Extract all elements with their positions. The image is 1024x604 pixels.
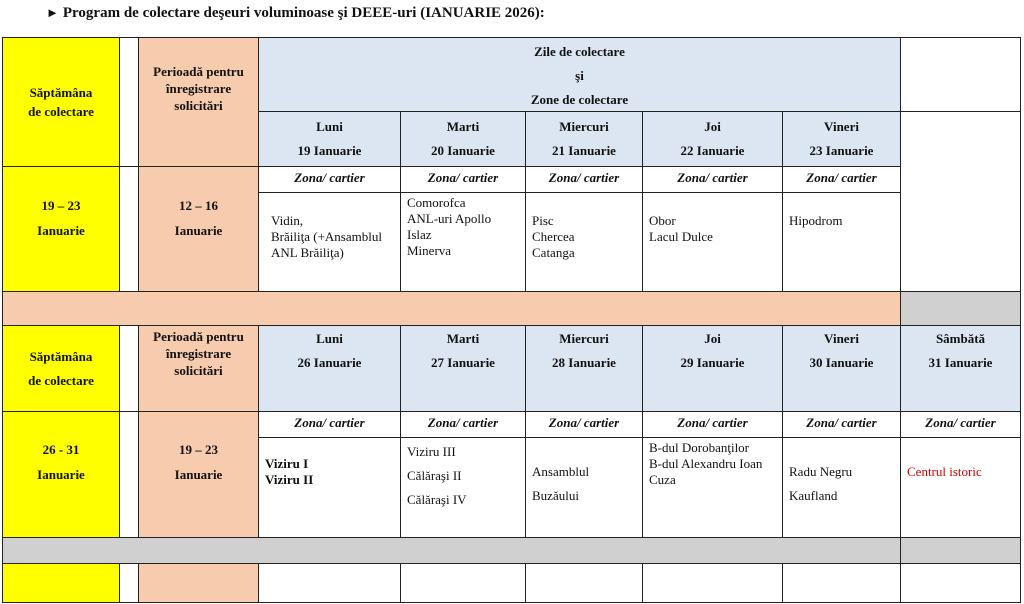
day-header-marti: [400, 325, 526, 412]
day-name: Miercuri: [559, 331, 609, 346]
day-name: Miercuri: [559, 119, 609, 134]
period-label-line2: înregistrare: [165, 346, 232, 361]
day-date: 26 Ianuarie: [297, 355, 362, 370]
zone-item: Brăiliţa (+Ansamblul: [271, 229, 382, 244]
day-header-miercuri: [525, 111, 643, 167]
zona-header: Zona/ cartier: [642, 411, 783, 438]
day-header-vineri: [782, 325, 901, 412]
zone-list-joi: [642, 192, 783, 292]
week-label-line1: Săptămâna: [29, 348, 93, 364]
period-dates-line1: 12 – 16: [179, 198, 218, 213]
zona-header: Zona/ cartier: [400, 411, 526, 438]
empty-row-cell: [138, 563, 259, 603]
zone-item: Pisc: [532, 213, 554, 228]
day-date: 21 Ianuarie: [552, 143, 616, 158]
day-name: Luni: [316, 331, 343, 346]
period-label-line3: solicitări: [174, 98, 223, 113]
day-header-luni: [258, 325, 401, 412]
zone-item: B-dul Dorobanţilor: [649, 440, 750, 455]
empty-row-cell: [258, 563, 401, 603]
zona-header: Zona/ cartier: [900, 411, 1021, 438]
zone-item: ANL-uri Apollo: [407, 211, 492, 226]
zona-header: Zona/ cartier: [525, 166, 643, 193]
title-text: Program de colectare deşeuri voluminoase şi DEEE-uri (IANUARIE 2026):: [62, 5, 545, 21]
separator-cell: [900, 291, 1021, 326]
zone-item: Hipodrom: [789, 213, 843, 228]
day-header-joi: [642, 111, 783, 167]
zona-header: Zona/ cartier: [525, 411, 643, 438]
zile-header-cell: [258, 37, 901, 112]
week-dates-cell: [2, 166, 120, 292]
zona-header: Zona/ cartier: [400, 166, 526, 193]
day-date: 22 Ianuarie: [680, 143, 745, 158]
day-name: Joi: [704, 331, 721, 346]
zona-header: Zona/ cartier: [782, 411, 901, 438]
zone-item: B-dul Alexandru Ioan: [649, 456, 763, 471]
play-arrow-icon: ►: [46, 5, 59, 20]
period-dates-line1: 19 – 23: [179, 442, 218, 457]
zone-item: Viziru II: [265, 472, 314, 487]
zone-item: Cuza: [649, 472, 676, 487]
week-header-cell: [2, 325, 120, 412]
period-dates-cell: [138, 411, 259, 538]
day-date: 29 Ianuarie: [680, 355, 745, 370]
zone-item: Viziru III: [407, 444, 456, 459]
week-dates-line1: 19 – 23: [41, 198, 81, 213]
zone-item: Islaz: [407, 227, 432, 242]
week-dates-line2: Ianuarie: [37, 467, 85, 482]
separator-cell: [900, 537, 1021, 564]
empty-row-cell: [400, 563, 526, 603]
empty-row-cell: [119, 563, 139, 603]
day-date: 20 Ianuarie: [431, 143, 495, 158]
period-dates-cell: [138, 166, 259, 292]
empty-row-cell: [900, 563, 1021, 603]
week-label-line2: de colectare: [28, 103, 94, 119]
spacer-cell: [119, 166, 139, 292]
day-date: 19 Ianuarie: [297, 143, 362, 158]
day-header-marti: [400, 111, 526, 167]
zona-header: Zona/ cartier: [258, 411, 401, 438]
zone-item: Centrul istoric: [907, 464, 982, 479]
period-label-line1: Perioadă pentru: [153, 64, 244, 79]
zone-item: Călăraşi II: [407, 468, 462, 483]
zone-list-luni: [258, 192, 401, 292]
day-header-miercuri: [525, 325, 643, 412]
day-name: Marti: [446, 119, 480, 134]
period-label-line1: Perioadă pentru: [153, 329, 244, 344]
day-name: Vineri: [824, 331, 859, 346]
zone-list-marti: [400, 437, 526, 538]
empty-row-cell: [2, 563, 120, 603]
zone-item: Catanga: [532, 245, 575, 260]
zone-item: Radu Negru: [789, 464, 853, 479]
empty-row-cell: [642, 563, 783, 603]
zone-item: Obor: [649, 213, 676, 228]
zone-list-miercuri: [525, 437, 643, 538]
page-title: [46, 5, 545, 22]
empty-cell: [900, 192, 1021, 292]
spacer-cell: [119, 411, 139, 538]
zone-list-vineri: [782, 437, 901, 538]
zone-list-sambata: [900, 437, 1021, 538]
zile-line1: Zile de colectare: [534, 44, 625, 59]
day-date: 27 Ianuarie: [431, 355, 495, 370]
zone-item: Lacul Dulce: [649, 229, 713, 244]
zone-item: Viziru I: [265, 456, 309, 471]
zone-list-luni: [258, 437, 401, 538]
period-label-line2: înregistrare: [165, 81, 232, 96]
period-label-line3: solicitări: [174, 363, 223, 378]
day-date: 28 Ianuarie: [552, 355, 616, 370]
day-date: 23 Ianuarie: [809, 143, 874, 158]
zile-line3: Zone de colectare: [530, 92, 629, 107]
zone-item: Minerva: [407, 243, 452, 258]
week-header-cell: [2, 37, 120, 167]
zona-header: Zona/ cartier: [782, 166, 901, 193]
day-header-vineri: [782, 111, 901, 167]
zona-header: Zona/ cartier: [642, 166, 783, 193]
day-header-luni: [258, 111, 401, 167]
day-header-sambata: [900, 325, 1021, 412]
zone-item: Comorofca: [407, 195, 466, 210]
zile-line2: şi: [575, 68, 584, 83]
zone-list-joi: [642, 437, 783, 538]
empty-row-cell: [525, 563, 643, 603]
week-label-line2: de colectare: [28, 372, 94, 388]
day-name: Luni: [316, 119, 343, 134]
period-dates-line2: Ianuarie: [174, 467, 223, 482]
zone-item: Kaufland: [789, 488, 838, 503]
empty-header-cell: [900, 37, 1021, 112]
empty-cell: [900, 111, 1021, 193]
day-name: Marti: [446, 331, 480, 346]
zone-item: Buzăului: [532, 488, 579, 503]
zone-item: ANL Brăiliţa): [271, 245, 344, 260]
separator-row: [2, 537, 901, 564]
spacer-cell: [119, 37, 139, 167]
zona-header: Zona/ cartier: [258, 166, 401, 193]
day-date: 31 Ianuarie: [928, 355, 993, 370]
zone-item: Călăraşi IV: [407, 492, 467, 507]
zone-item: Vidin,: [271, 213, 304, 228]
day-date: 30 Ianuarie: [809, 355, 874, 370]
week-dates-line2: Ianuarie: [37, 223, 85, 238]
zone-list-marti: [400, 192, 526, 292]
day-name: Sâmbătă: [935, 331, 986, 346]
zone-item: Ansamblul: [532, 464, 590, 479]
period-dates-line2: Ianuarie: [174, 223, 223, 238]
spacer-cell: [119, 325, 139, 412]
zone-list-miercuri: [525, 192, 643, 292]
period-header-cell: [138, 325, 259, 412]
week-dates-cell: [2, 411, 120, 538]
day-header-joi: [642, 325, 783, 412]
empty-row-cell: [782, 563, 901, 603]
period-header-cell: [138, 37, 259, 167]
week-dates-line1: 26 - 31: [42, 442, 80, 457]
week-label-line1: Săptămâna: [29, 84, 93, 100]
day-name: Joi: [704, 119, 721, 134]
zone-item: Chercea: [532, 229, 575, 244]
separator-row: [2, 291, 901, 326]
zone-list-vineri: [782, 192, 901, 292]
day-name: Vineri: [824, 119, 859, 134]
